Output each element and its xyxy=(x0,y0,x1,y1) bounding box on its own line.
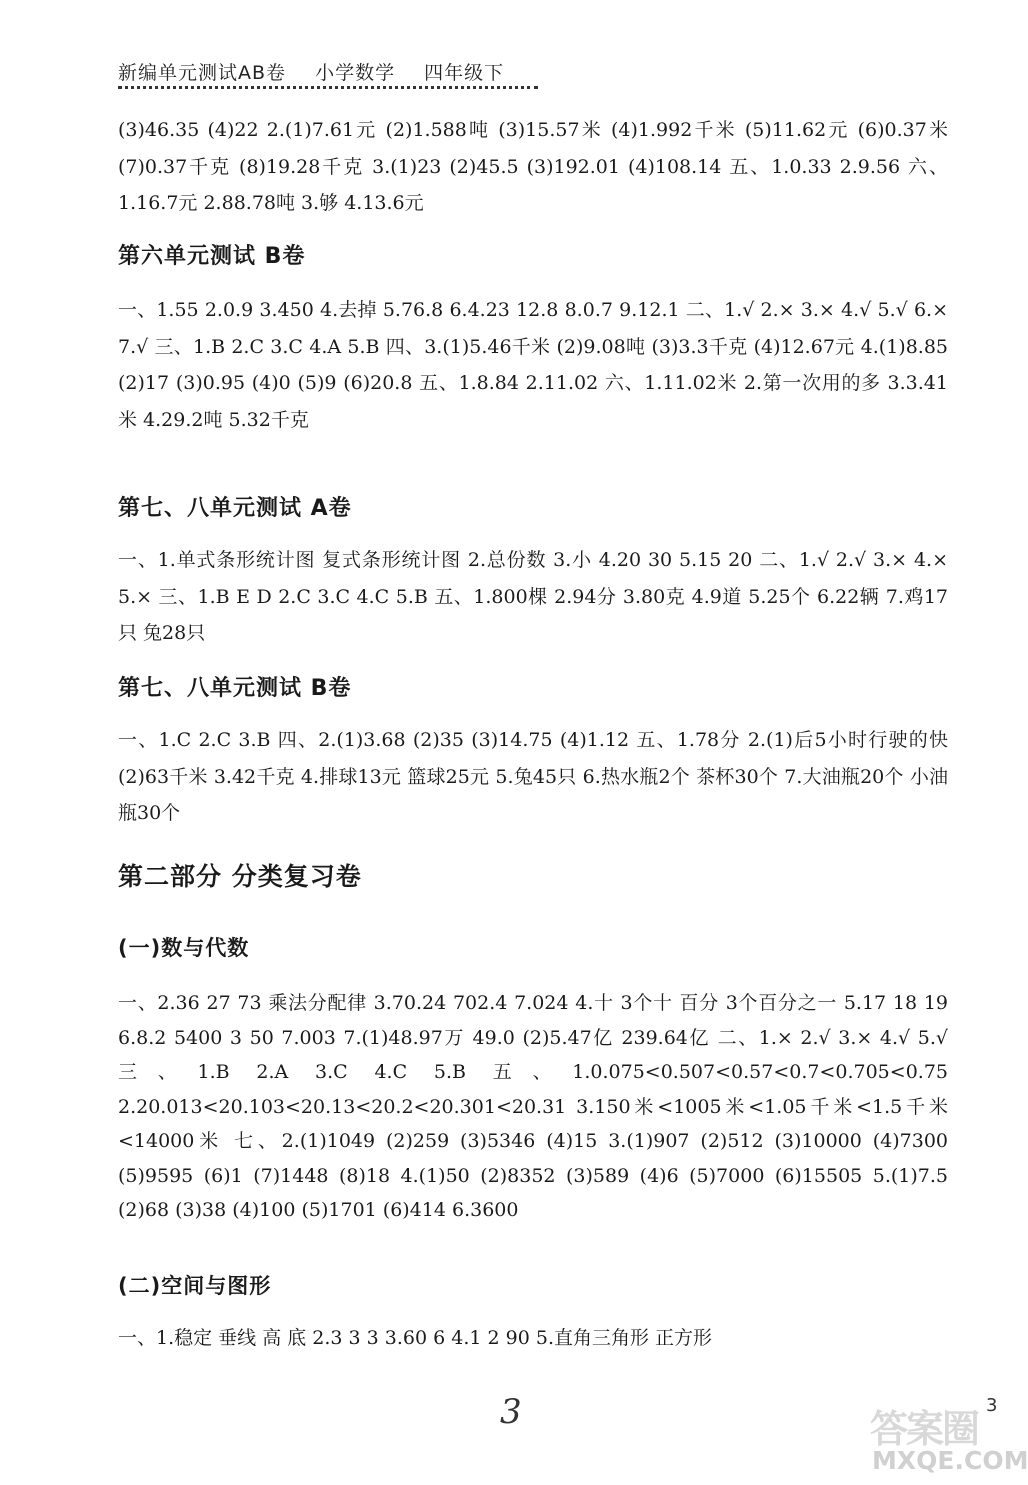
header-book-title: 新编单元测试AB卷 xyxy=(118,62,287,84)
answer-paragraph-number-algebra: 一、2.36 27 73 乘法分配律 3.70.24 702.4 7.024 4.十 3个十 百分 3个百分之一 5.17 18 19 6.8.2 5400 3 50 7.003 7.(1)48.97万 49.0 (2)5.47亿 239.64亿 二、1.× 2.√ 3.× 4.√ 5.√ 三、1.B 2.A 3.C 4.C 5.B 五、1.0.075<0.507<0.57<0.7<0.705<0.75 2.20.013<20.103<20.13<20.2<20.301<20.31 3.150米<1005米<1.05千米<1.5千米<14000米 七、2.(1)1049 (2)259 (3)5346 (4)15 3.(1)907 (2)512 (3)10000 (4)7300 (5)9595 (6)1 (7)1448 (8)18 4.(1)50 (2)8352 (3)589 (4)6 (5)7000 (6)15505 5.(1)7.5 (2)68 (3)38 (4)100 (5)1701 (6)414 6.3600 xyxy=(118,992,948,1221)
section-heading-unit6b: 第六单元测试 B卷 xyxy=(118,244,306,269)
running-header xyxy=(118,58,526,85)
header-grade: 四年级下 xyxy=(424,62,505,84)
watermark-site-url: MXQE.COM xyxy=(872,1446,1028,1475)
answer-paragraph-unit5a-cont: (3)46.35 (4)22 2.(1)7.61元 (2)1.588吨 (3)15.57米 (4)1.992千米 (5)11.62元 (6)0.37米 (7)0.37千克 (8)19.28千克 3.(1)23 (2)45.5 (3)192.01 (4)108.14 五、1.0.33 2.9.56 六、1.16.7元 2.88.78吨 3.够 4.13.6元 xyxy=(118,119,948,214)
header-subject: 小学数学 xyxy=(315,62,396,84)
section-heading-unit78b: 第七、八单元测试 B卷 xyxy=(118,676,352,701)
section-heading-number-algebra: (一)数与代数 xyxy=(118,936,250,960)
site-watermark xyxy=(870,1398,1028,1480)
part-two-title: 第二部分 分类复习卷 xyxy=(118,862,362,891)
answer-paragraph-unit78a: 一、1.单式条形统计图 复式条形统计图 2.总份数 3.小 4.20 30 5.15 20 二、1.√ 2.√ 3.× 4.× 5.× 三、1.B E D 2.C 3.C 4.C 5.B 五、1.800棵 2.94分 3.80克 4.9道 5.25个 6.22辆 7.鸡17只 兔28只 xyxy=(118,549,948,644)
handwritten-page-number: 3 xyxy=(500,1392,522,1432)
corner-page-number: 3 xyxy=(986,1395,998,1416)
answer-paragraph-unit78b: 一、1.C 2.C 3.B 四、2.(1)3.68 (2)35 (3)14.75 (4)1.12 五、1.78分 2.(1)后5小时行驶的快 (2)63千米 3.42千克 4.排球13元 篮球25元 5.兔45只 6.热水瓶2个 茶杯30个 7.大油瓶20个 小油瓶30个 xyxy=(118,729,948,824)
answer-paragraph-space-shapes: 一、1.稳定 垂线 高 底 2.3 3 3 3.60 6 4.1 2 90 5.直角三角形 正方形 xyxy=(118,1327,713,1349)
header-dotted-rule xyxy=(118,86,538,89)
answer-paragraph-unit6b: 一、1.55 2.0.9 3.450 4.去掉 5.76.8 6.4.23 12.8 8.0.7 9.12.1 二、1.√ 2.× 3.× 4.√ 5.√ 6.× 7.√ 三、1.B 2.C 3.C 4.A 5.B 四、3.(1)5.46千米 (2)9.08吨 (3)3.3千克 (4)12.67元 4.(1)8.85 (2)17 (3)0.95 (4)0 (5)9 (6)20.8 五、1.8.84 2.11.02 六、1.11.02米 2.第一次用的多 3.3.41米 4.29.2吨 5.32千克 xyxy=(118,299,948,431)
section-heading-unit78a: 第七、八单元测试 A卷 xyxy=(118,496,352,521)
watermark-logo-text: 答案圈 xyxy=(870,1407,979,1451)
section-heading-space-shapes: (二)空间与图形 xyxy=(118,1274,272,1298)
answer-content xyxy=(118,112,948,1357)
